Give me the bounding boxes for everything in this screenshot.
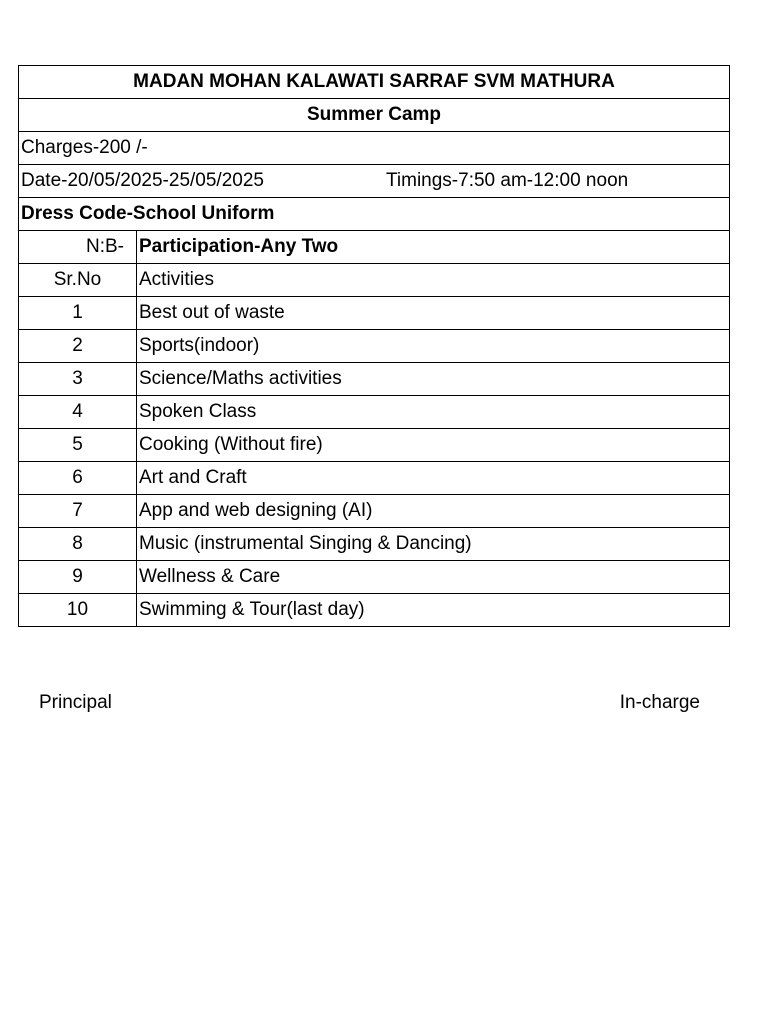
activity-cell: Art and Craft [137,462,730,495]
charges-row [19,132,730,165]
sr-no-cell: 5 [19,429,137,462]
activity-cell: App and web designing (AI) [137,495,730,528]
date-cell [19,165,730,198]
header-row-school [19,66,730,99]
activities-header: Activities [137,264,730,297]
activity-cell: Science/Maths activities [137,363,730,396]
sr-no-cell: 10 [19,594,137,627]
table-row [19,297,730,330]
activity-cell: Swimming & Tour(last day) [137,594,730,627]
summer-camp-sheet [18,65,730,627]
sr-no-cell: 2 [19,330,137,363]
charges-text: Charges-200 /- [19,132,730,165]
sr-no-cell: 7 [19,495,137,528]
table-row [19,462,730,495]
dress-code-text: Dress Code-School Uniform [19,198,730,231]
activity-cell: Cooking (Without fire) [137,429,730,462]
activity-cell: Sports(indoor) [137,330,730,363]
note-text: Participation-Any Two [137,231,730,264]
date-text: Date-20/05/2025-25/05/2025 [21,170,264,191]
activity-cell: Wellness & Care [137,561,730,594]
principal-signature-label: Principal [39,692,112,713]
table-row [19,528,730,561]
event-title: Summer Camp [19,99,730,132]
sr-no-cell: 1 [19,297,137,330]
note-label: N:B- [19,231,137,264]
activity-cell: Best out of waste [137,297,730,330]
activity-rows [19,297,730,627]
table-row [19,330,730,363]
sr-no-cell: 9 [19,561,137,594]
sr-no-cell: 4 [19,396,137,429]
table-row [19,561,730,594]
sr-no-cell: 6 [19,462,137,495]
date-row [19,165,730,198]
note-row [19,231,730,264]
table-row [19,396,730,429]
activity-cell: Music (instrumental Singing & Dancing) [137,528,730,561]
table-row [19,594,730,627]
sr-no-header: Sr.No [19,264,137,297]
table-header-row [19,264,730,297]
incharge-signature-label: In-charge [619,692,700,713]
header-row-event [19,99,730,132]
sr-no-cell: 8 [19,528,137,561]
table-row [19,429,730,462]
table-row [19,363,730,396]
table-row [19,495,730,528]
school-name: MADAN MOHAN KALAWATI SARRAF SVM MATHURA [19,66,730,99]
dress-code-row [19,198,730,231]
timings-text: Timings-7:50 am-12:00 noon [386,170,629,191]
sr-no-cell: 3 [19,363,137,396]
activity-cell: Spoken Class [137,396,730,429]
